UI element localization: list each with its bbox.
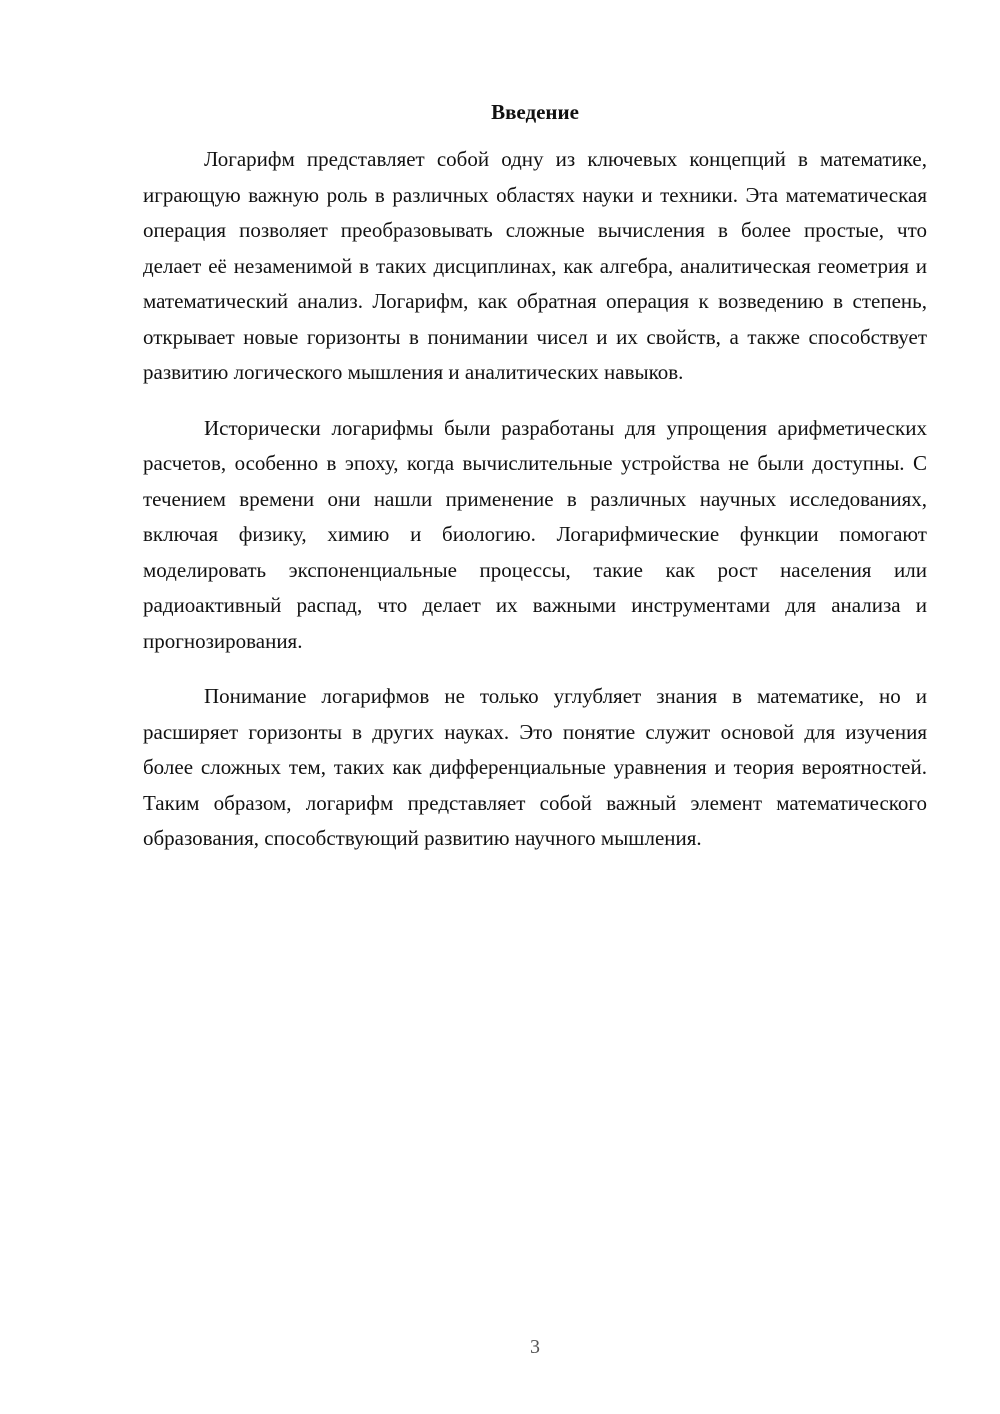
body-text: [143, 142, 927, 877]
page-number: 3: [530, 1336, 540, 1358]
paragraph: Понимание логарифмов не только углубляет знания в математике, но и расширяет горизонты в других науках. Это понятие служит основой для изучения более сложных тем, таких как дифференциальные уравнения и теория вероятностей. Таким образом, логарифм представляет собой важный элемент математического образования, способствующий развитию научного мышления.: [143, 684, 927, 850]
paragraph: Исторически логарифмы были разработаны для упрощения арифметических расчетов, особенно в эпоху, когда вычислительные устройства не были доступны. С течением времени они нашли применение в различных научных исследованиях, включая физику, химию и биологию. Логарифмические функции помогают моделировать экспоненциальные процессы, такие как рост населения или радиоактивный распад, что делает их важными инструментами для анализа и прогнозирования.: [143, 415, 927, 653]
paragraph: Логарифм представляет собой одну из ключевых концепций в математике, играющую важную роль в различных областях науки и техники. Эта математическая операция позволяет преобразовывать сложные вычисления в более простые, что делает её незаменимой в таких дисциплинах, как алгебра, аналитическая геометрия и математический анализ. Логарифм, как обратная операция к возведению в степень, открывает новые горизонты в понимании чисел и их свойств, а также способствует развитию логического мышления и аналитических навыков.: [143, 147, 927, 384]
section-title: Введение: [491, 100, 579, 124]
